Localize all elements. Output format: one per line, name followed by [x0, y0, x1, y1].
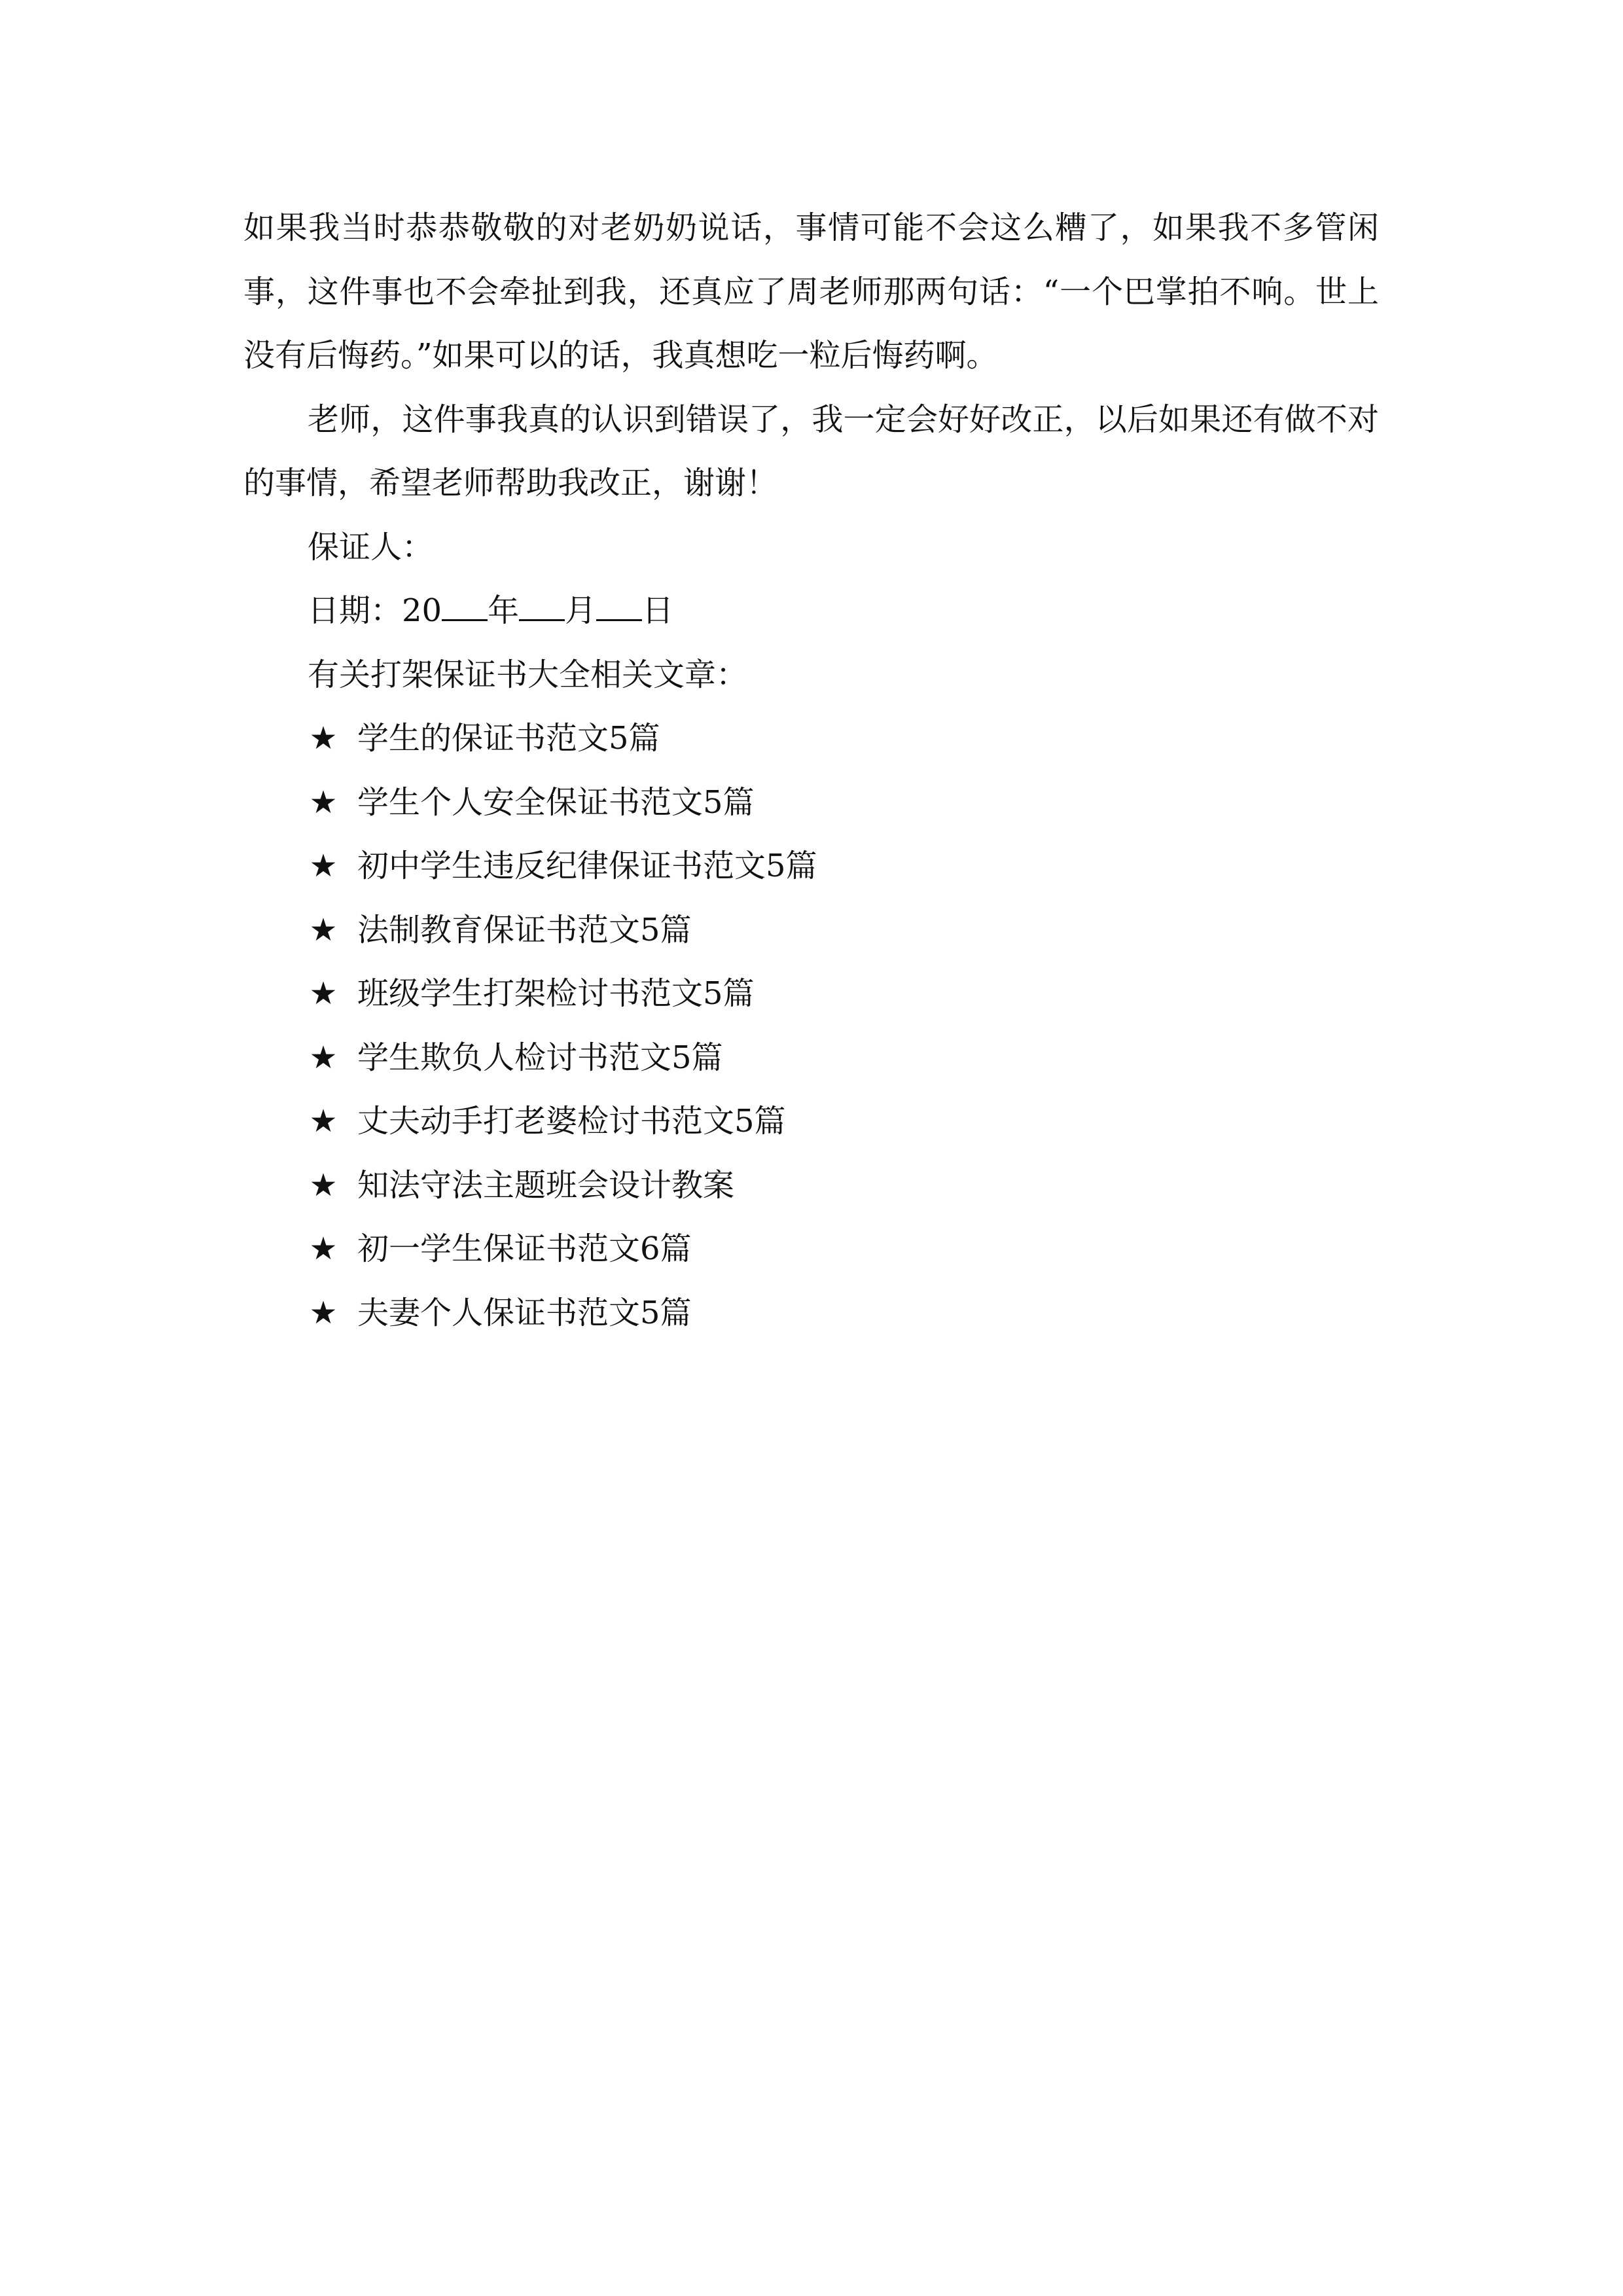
related-article-title[interactable]: 丈夫动手打老婆检讨书范文5篇 — [357, 1103, 786, 1139]
star-bullet-icon: ★ — [309, 911, 338, 948]
star-bullet-icon: ★ — [309, 975, 338, 1012]
date-day-label: 日 — [642, 592, 674, 629]
related-article-title[interactable]: 学生的保证书范文5篇 — [357, 720, 660, 757]
star-bullet-icon: ★ — [309, 1166, 338, 1204]
star-bullet-icon: ★ — [309, 1230, 338, 1267]
related-article-item[interactable] — [308, 707, 1379, 771]
related-article-item[interactable] — [308, 1154, 1379, 1218]
related-article-title[interactable]: 学生欺负人检讨书范文5篇 — [357, 1039, 723, 1076]
paragraph-apology: 老师，这件事我真的认识到错误了，我一定会好好改正，以后如果还有做不对的事情，希望老师帮助我改正，谢谢！ — [243, 401, 1379, 501]
related-article-item[interactable] — [308, 834, 1379, 899]
date-prefix: 日期：20 — [308, 592, 442, 629]
related-article-item[interactable] — [308, 771, 1379, 835]
star-bullet-icon: ★ — [309, 1039, 338, 1076]
related-article-item[interactable] — [308, 899, 1379, 963]
document-body — [243, 196, 1379, 1345]
guarantor-label: 保证人： — [308, 528, 434, 565]
date-line — [243, 579, 1379, 643]
star-bullet-icon: ★ — [309, 1103, 338, 1139]
related-article-title[interactable]: 初一学生保证书范文6篇 — [357, 1230, 692, 1267]
related-article-item[interactable] — [308, 1282, 1379, 1346]
date-day-blank — [596, 590, 642, 621]
related-article-title[interactable]: 班级学生打架检讨书范文5篇 — [357, 975, 755, 1012]
related-article-item[interactable] — [308, 962, 1379, 1026]
related-article-title[interactable]: 初中学生违反纪律保证书范文5篇 — [357, 848, 817, 884]
star-bullet-icon: ★ — [309, 848, 338, 884]
related-articles-list — [243, 707, 1379, 1345]
related-heading: 有关打架保证书大全相关文章： — [308, 656, 748, 693]
paragraph-regret: 如果我当时恭恭敬敬的对老奶奶说话，事情可能不会这么糟了，如果我不多管闲事，这件事也不会牵扯到我，还真应了周老师那两句话：“一个巴掌拍不响。世上没有后悔药。”如果可以的话，我真想吃一粒后悔药啊。 — [243, 209, 1379, 374]
date-year-label: 年 — [488, 592, 520, 629]
date-month-label: 月 — [565, 592, 597, 629]
related-article-item[interactable] — [308, 1090, 1379, 1154]
related-article-title[interactable]: 夫妻个人保证书范文5篇 — [357, 1294, 692, 1331]
star-bullet-icon: ★ — [309, 783, 338, 821]
date-month-blank — [519, 590, 565, 621]
related-article-item[interactable] — [308, 1217, 1379, 1282]
related-article-title[interactable]: 法制教育保证书范文5篇 — [357, 911, 692, 948]
related-article-title[interactable]: 知法守法主题班会设计教案 — [357, 1166, 735, 1204]
star-bullet-icon: ★ — [309, 720, 338, 757]
related-article-item[interactable] — [308, 1026, 1379, 1090]
star-bullet-icon: ★ — [309, 1294, 338, 1331]
related-article-title[interactable]: 学生个人安全保证书范文5篇 — [357, 783, 755, 821]
date-year-blank — [442, 590, 488, 621]
